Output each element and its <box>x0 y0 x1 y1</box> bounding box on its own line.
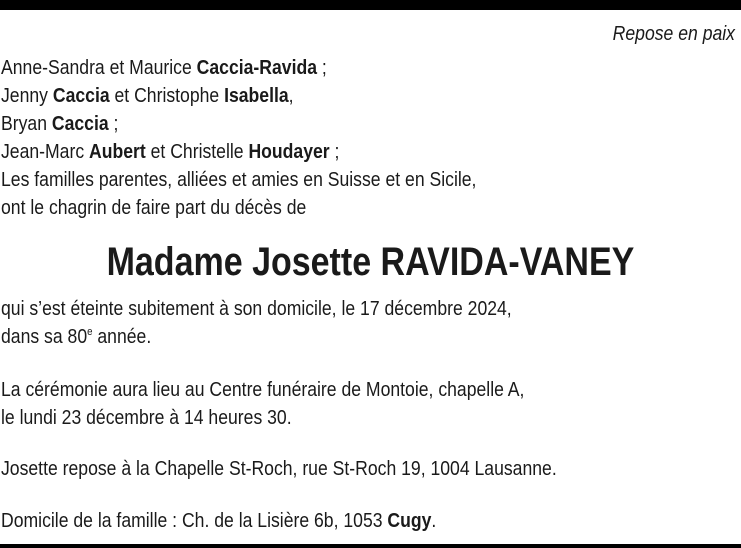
domicile-text: Domicile de la famille : Ch. de la Lisière 6b, 1053 <box>1 510 388 532</box>
family-surname: Caccia <box>52 85 110 107</box>
family-line-5: Les familles parentes, alliées et amies en Suisse et en Sicile, <box>1 169 477 191</box>
deceased-name-heading <box>0 237 741 287</box>
domicile-line <box>1 507 436 535</box>
repose-paragraph <box>1 455 557 483</box>
family-line-2 <box>1 82 476 110</box>
repose-en-paix-text: Repose en paix <box>612 23 735 45</box>
family-line-1 <box>1 54 476 82</box>
family-surname: Isabella <box>224 85 289 107</box>
domicile-paragraph <box>1 507 436 535</box>
family-text: Jenny <box>1 85 53 107</box>
family-surname: Aubert <box>89 141 146 163</box>
family-text: Bryan <box>1 113 52 135</box>
ceremonie-paragraph <box>1 376 524 432</box>
deces-text: dans sa 80 <box>1 326 88 348</box>
family-text: et Christophe <box>109 85 225 107</box>
family-surname: Caccia <box>51 113 109 135</box>
ceremonie-line-1: La cérémonie aura lieu au Centre funéraire de Montoie, chapelle A, <box>1 379 525 401</box>
bottom-border-rule <box>0 544 741 548</box>
family-text: et Christelle <box>145 141 249 163</box>
family-line-6: ont le chagrin de faire part du décès de <box>1 197 307 219</box>
family-text: ; <box>108 113 119 135</box>
family-list <box>1 54 476 222</box>
domicile-town: Cugy <box>387 510 432 532</box>
family-text: ; <box>317 57 327 79</box>
ordinal-superscript: e <box>87 326 93 338</box>
domicile-text: . <box>431 510 437 532</box>
deces-line-2 <box>1 323 512 351</box>
deceased-name: Madame Josette RAVIDA-VANEY <box>106 240 635 284</box>
family-line-3 <box>1 110 476 138</box>
family-line-4 <box>1 138 476 166</box>
deces-text: année. <box>92 326 152 348</box>
deces-line-1: qui s’est éteinte subitement à son domicile, le 17 décembre 2024, <box>1 298 512 320</box>
family-text: Jean-Marc <box>1 141 90 163</box>
family-text: , <box>288 85 294 107</box>
family-surname: Houdayer <box>248 141 330 163</box>
top-border-rule <box>0 0 741 10</box>
ceremonie-line-2: le lundi 23 décembre à 14 heures 30. <box>1 407 292 429</box>
deces-paragraph <box>1 295 512 351</box>
repose-line-1: Josette repose à la Chapelle St-Roch, rue St-Roch 19, 1004 Lausanne. <box>1 458 557 480</box>
family-surname: Caccia-Ravida <box>196 57 318 79</box>
family-text: Anne-Sandra et Maurice <box>1 57 197 79</box>
family-text: ; <box>329 141 340 163</box>
